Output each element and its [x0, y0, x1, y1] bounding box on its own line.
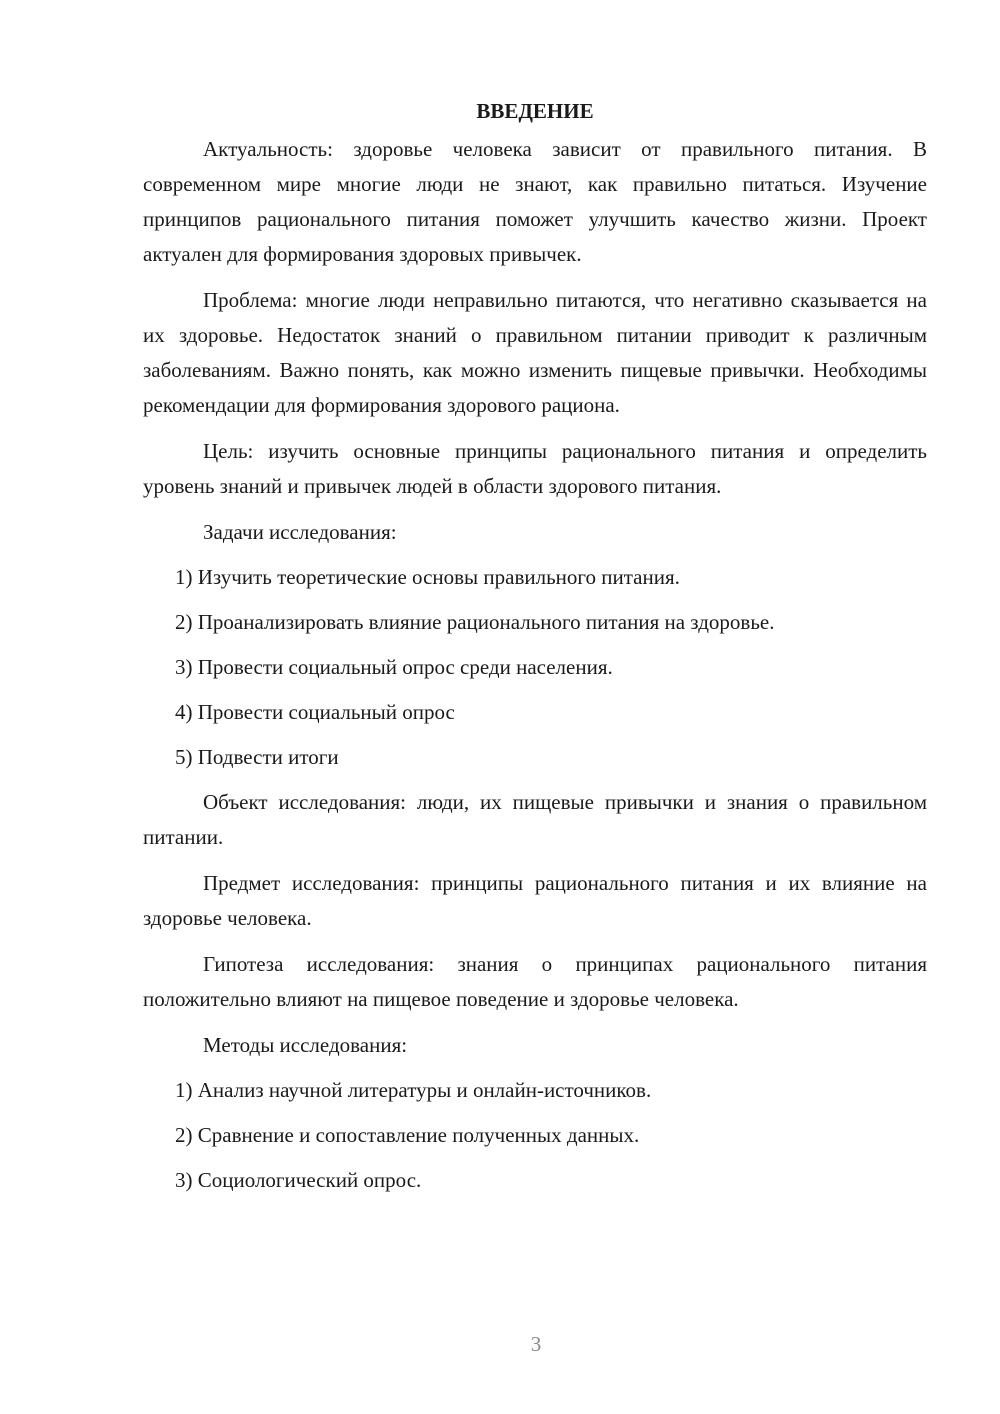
tasks-list: [143, 560, 927, 775]
method-item: 2) Сравнение и сопоставление полученных данных.: [175, 1123, 640, 1147]
page-number: 3: [530, 1332, 542, 1356]
task-item: 4) Провести социальный опрос: [175, 700, 455, 724]
task-item: 5) Подвести итоги: [175, 745, 339, 769]
method-item: 1) Анализ научной литературы и онлайн-источников.: [175, 1078, 652, 1102]
method-item: 3) Социологический опрос.: [175, 1168, 422, 1192]
object-paragraph: Объект исследования: люди, их пищевые привычки и знания о правильном питании.: [143, 790, 927, 849]
goal-paragraph: Цель: изучить основные принципы рационального питания и определить уровень знаний и привычек людей в области здорового питания.: [143, 439, 927, 498]
hypothesis-paragraph: Гипотеза исследования: знания о принципах рационального питания положительно влияют на пищевое поведение и здоровье человека.: [143, 952, 927, 1011]
page-title: ВВЕДЕНИЕ: [476, 99, 594, 123]
task-item: 3) Провести социальный опрос среди населения.: [175, 655, 613, 679]
relevance-paragraph: Актуальность: здоровье человека зависит от правильного питания. В современном мире многие люди не знают, как правильно питаться. Изучение принципов рационального питания поможет улучшить качество жизни. Проект актуален для формирования здоровых привычек.: [143, 137, 927, 266]
problem-paragraph: Проблема: многие люди неправильно питаются, что негативно сказывается на их здоровье. Недостаток знаний о правильном питании приводит к различным заболеваниям. Важно понять, как можно изменить пищевые привычки. Необходимы рекомендации для формирования здорового рациона.: [143, 288, 927, 417]
task-item: 1) Изучить теоретические основы правильного питания.: [175, 565, 680, 589]
subject-paragraph: Предмет исследования: принципы рационального питания и их влияние на здоровье человека.: [143, 871, 927, 930]
tasks-label: Задачи исследования:: [203, 520, 397, 544]
methods-list: [143, 1073, 927, 1198]
document-page: [143, 96, 927, 1208]
methods-label: Методы исследования:: [203, 1033, 408, 1057]
task-item: 2) Проанализировать влияние рационального питания на здоровье.: [175, 610, 775, 634]
